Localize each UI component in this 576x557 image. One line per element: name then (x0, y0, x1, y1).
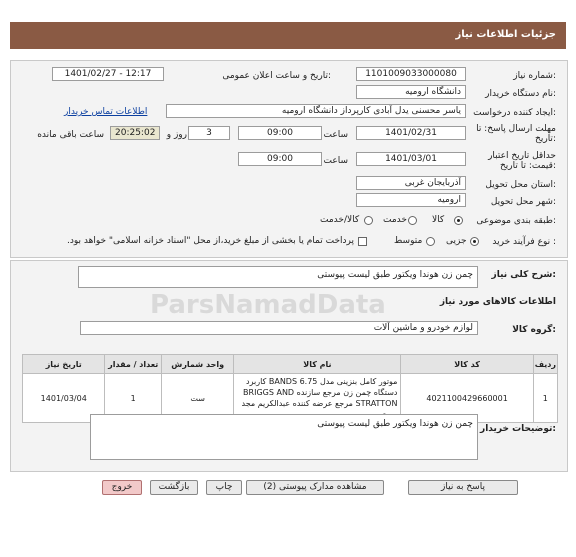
deadline-date-field: 1401/02/31 (356, 126, 466, 140)
col-index: ردیف (533, 355, 557, 374)
category-radio-service[interactable] (408, 216, 417, 225)
deadline-time-label: ساعت (323, 130, 348, 140)
validity-time-label: ساعت (323, 156, 348, 166)
goods-table-header (23, 355, 558, 374)
reply-to-need-button[interactable]: پاسخ به نیاز (408, 480, 518, 495)
validity-time-field: 09:00 (238, 152, 322, 166)
treasury-payment-checkbox[interactable] (358, 237, 367, 246)
category-option-goods-service: کالا/خدمت (320, 215, 360, 225)
page-title: جزئیات اطلاعات نیاز (455, 29, 556, 40)
creator-label: ایجاد کننده درخواست: (473, 108, 556, 118)
treasury-payment-note: پرداخت تمام یا بخشی از مبلغ خرید،از محل "اسناد خزانه اسلامی" خواهد بود. (66, 236, 354, 246)
process-radio-medium[interactable] (426, 237, 435, 246)
days-field: 3 (188, 126, 230, 140)
back-button[interactable]: بازگشت (150, 480, 198, 495)
province-label: استان محل تحویل: (485, 180, 556, 190)
category-radio-goods-service[interactable] (364, 216, 373, 225)
row-code: 4021100429660001 (401, 374, 533, 423)
announce-label: تاریخ و ساعت اعلان عمومی: (222, 71, 331, 81)
description-field: چمن زن هوندا ویکتور طبق لیست پیوستی (78, 266, 478, 288)
deadline-time-field: 09:00 (238, 126, 322, 140)
buyer-contact-link[interactable]: اطلاعات تماس خریدار (64, 107, 148, 117)
city-field: ارومیه (356, 193, 466, 207)
row-date: 1401/03/04 (23, 374, 105, 423)
days-label: روز و (166, 130, 187, 140)
row-unit: ست (161, 374, 233, 423)
category-option-goods: کالا (432, 215, 445, 225)
view-attachments-button[interactable]: مشاهده مدارک پیوستی (2) (246, 480, 384, 495)
col-unit: واحد شمارش (161, 355, 233, 374)
validity-date-field: 1401/03/01 (356, 152, 466, 166)
buyer-notes-field: چمن زن هوندا ویکتور طبق لیست پیوستی (90, 414, 478, 460)
category-option-service: خدمت (383, 215, 407, 225)
goods-section-title: اطلاعات کالاهای مورد نیاز (439, 297, 556, 307)
watermark: ParsNamadData (150, 290, 386, 320)
description-label: شرح کلی نیاز: (491, 270, 556, 280)
deadline-label: مهلت ارسال پاسخ: تا تاریخ: (476, 124, 556, 144)
row-index: 1 (533, 374, 557, 423)
buyer-org-label: نام دستگاه خریدار: (485, 89, 556, 99)
page-header (10, 22, 566, 49)
category-radio-goods[interactable] (454, 216, 463, 225)
buyer-notes-label: توضیحات خریدار: (480, 424, 556, 434)
need-number-field: 1101009033000080 (356, 67, 466, 81)
row-name: موتور کامل بنزینی مدل BANDS 6.75 کاربرد دستگاه چمن زن مرجع سازنده BRIGGS AND STRATTON مرجع عرضه کننده عبدالکریم مجد (234, 374, 401, 423)
goods-table (22, 354, 558, 423)
validity-label: حداقل تاریخ اعتبار قیمت: تا تاریخ: (488, 151, 556, 171)
province-field: آذربایجان غربی (356, 176, 466, 190)
city-label: شهر محل تحویل: (490, 197, 556, 207)
process-radio-minor[interactable] (470, 237, 479, 246)
exit-button[interactable]: خروج (102, 480, 142, 495)
col-name: نام کالا (234, 355, 401, 374)
buyer-org-field: دانشگاه ارومیه (356, 85, 466, 99)
remaining-label: ساعت باقی مانده (37, 130, 104, 140)
need-number-label: شماره نیاز: (513, 71, 556, 81)
remaining-time-field: 20:25:02 (110, 126, 160, 140)
process-label: نوع فرآیند خرید : (492, 237, 556, 247)
process-option-medium: متوسط (394, 236, 423, 246)
goods-group-field: لوازم خودرو و ماشین آلات (80, 321, 478, 335)
col-qty: تعداد / مقدار (105, 355, 162, 374)
category-label: طبقه بندی موضوعی: (476, 216, 556, 226)
col-code: کد کالا (401, 355, 533, 374)
creator-field: یاسر محسنی یدل آبادی کارپرداز دانشگاه ارومیه (166, 104, 466, 118)
process-option-minor: جزیی (446, 236, 467, 246)
goods-group-label: گروه کالا: (512, 325, 556, 335)
col-date: تاریخ نیاز (23, 355, 105, 374)
print-button[interactable]: چاپ (206, 480, 242, 495)
announce-field: 1401/02/27 - 12:17 (52, 67, 164, 81)
row-qty: 1 (105, 374, 162, 423)
